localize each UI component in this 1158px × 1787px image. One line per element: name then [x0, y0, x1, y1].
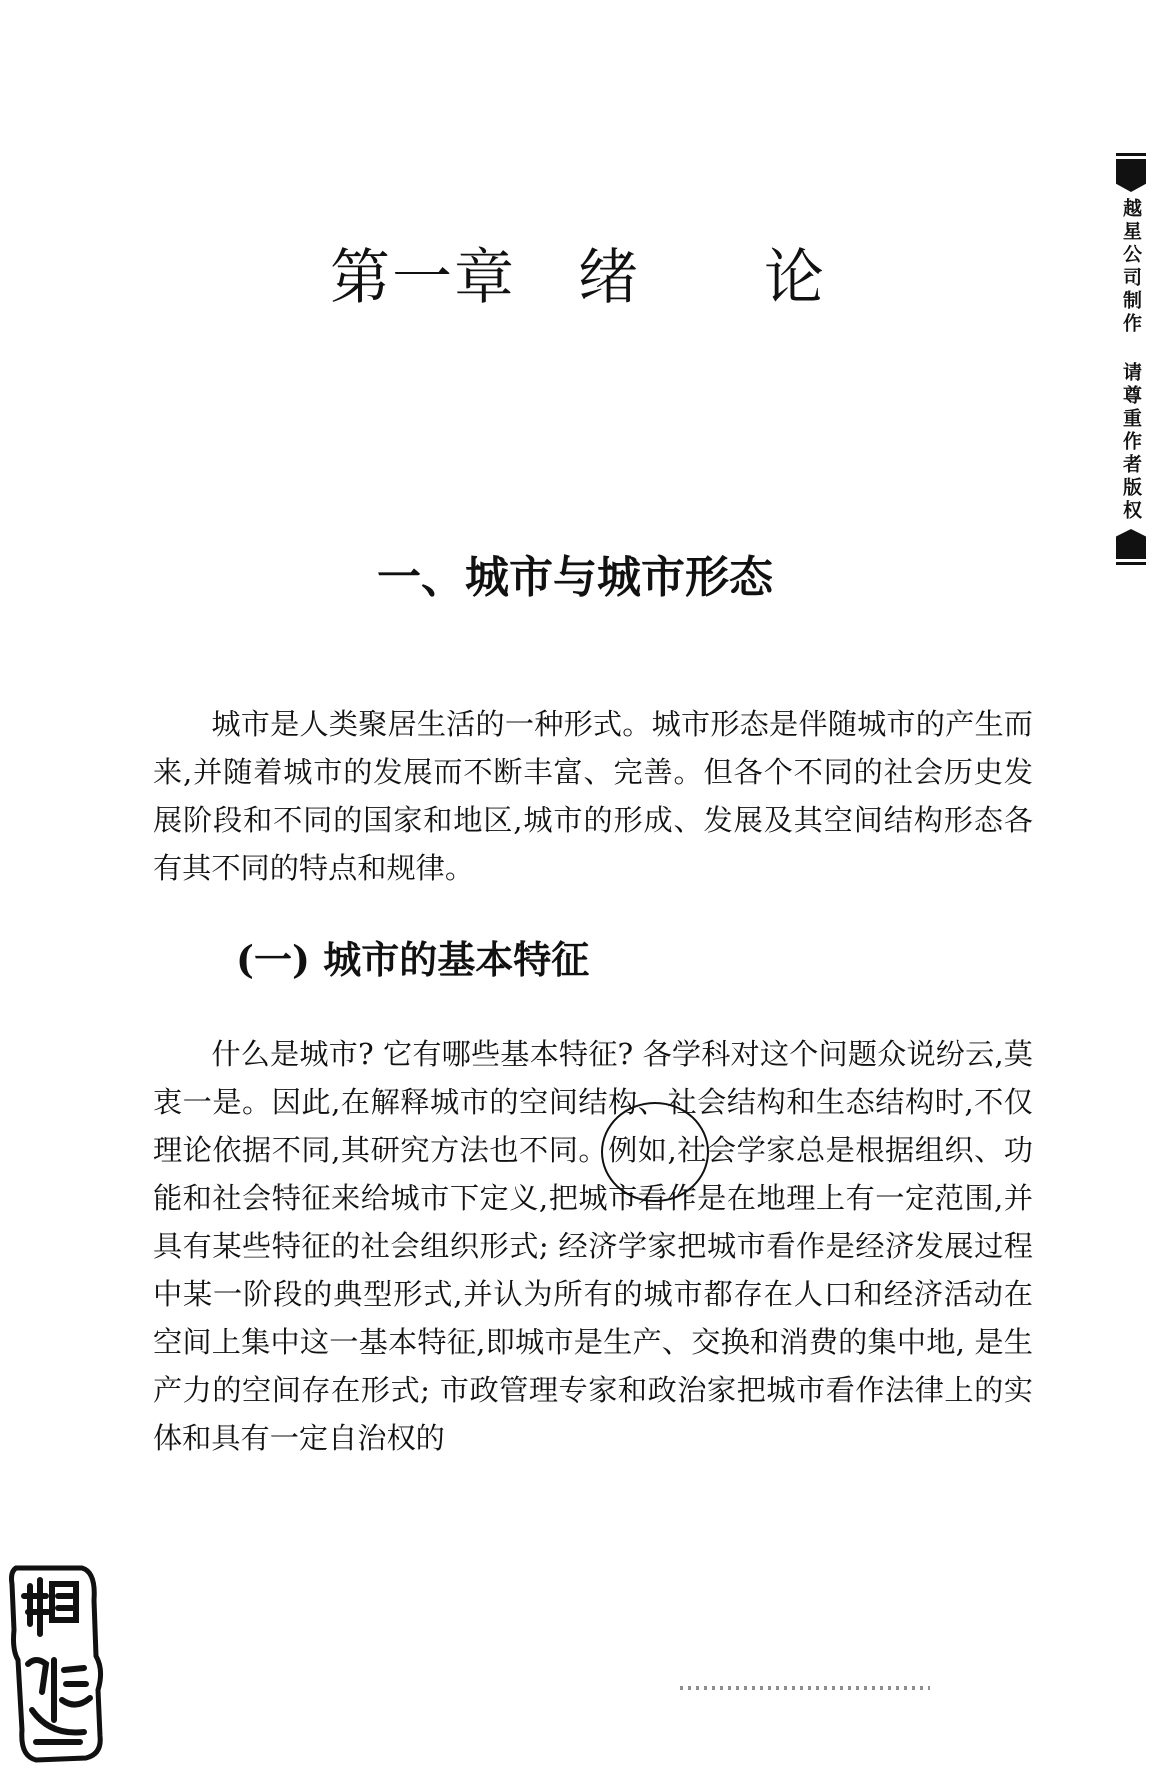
seal-stamp-icon [6, 1560, 110, 1768]
banner-bottom-arrow-icon [1116, 529, 1146, 559]
section-title: 一、城市与城市形态 [377, 552, 773, 603]
banner-text: 越星公司制作 请尊重作者版权 [1120, 198, 1142, 523]
paragraph-city-features: 什么是城市? 它有哪些基本特征? 各学科对这个问题众说纷云,莫衷一是。因此,在解释城市的空间结构、社会结构和生态结构时,不仅理论依据不同,其研究方法也不同。例如,社会学家总是根据组织、功能和社会特征来给城市下定义,把城市看作是在地理上有一定范围,并具有某些特征的社会组织形式; 经济学家把城市看作是经济发展过程中某一阶段的典型形式,并认为所有的城市都存在人口和经济活动在空间上集中这一基本特征,即城市是生产、交换和消费的集中地, 是生产力的空间存在形式; 市政管理专家和政治家把城市看作法律上的实体和具有一定自治权的 [153, 1037, 1033, 1455]
banner-bottom-rule [1116, 562, 1146, 565]
subsection-title: (一) 城市的基本特征 [236, 937, 590, 982]
footer-smudge [680, 1686, 930, 1690]
banner-top-rule [1116, 153, 1146, 156]
chapter-title: 第一章 绪 论 [330, 243, 826, 313]
paragraph-intro: 城市是人类聚居生活的一种形式。城市形态是伴随城市的产生而来,并随着城市的发展而不断丰富、完善。但各个不同的社会历史发展阶段和不同的国家和地区,城市的形成、发展及其空间结构形态各有其不同的特点和规律。 [153, 707, 1033, 885]
copyright-side-banner [1114, 150, 1148, 568]
banner-top-arrow-icon [1116, 159, 1146, 192]
